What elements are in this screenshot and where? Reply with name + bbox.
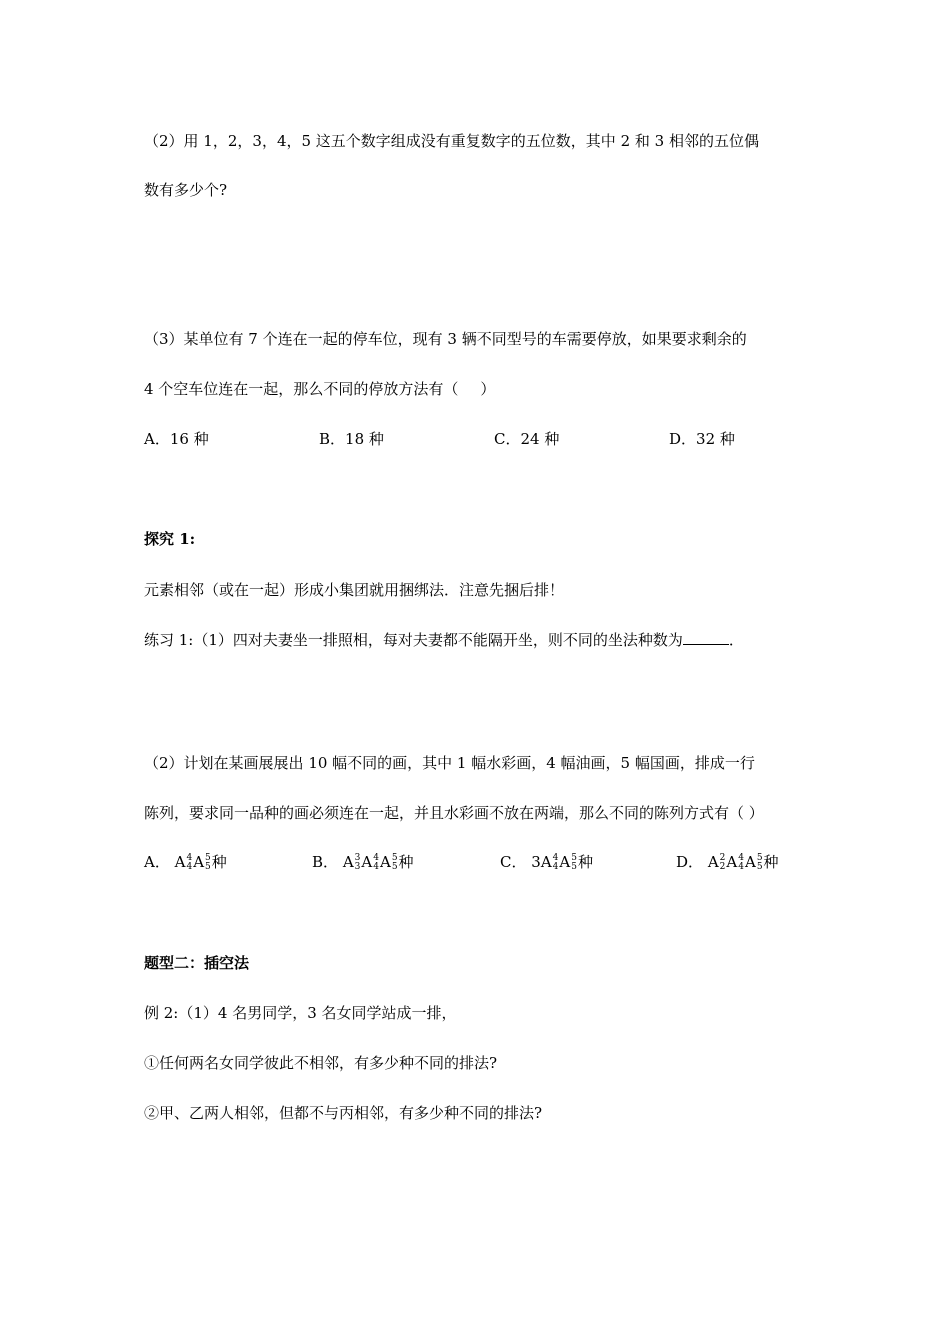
- q2-line-2: 数有多少个?: [144, 181, 228, 199]
- example-2-line: 例 2:（1）4 名男同学，3 名女同学站成一排，: [144, 1004, 457, 1022]
- perm-a44: A 4 4: [174, 853, 193, 872]
- p2-line-1: （2）计划在某画展展出 10 幅不同的画，其中 1 幅水彩画，4 幅油画，5 幅国画，排成一行: [144, 754, 755, 772]
- option-a-label: A．: [144, 853, 170, 871]
- type-2-heading: 题型二：插空法: [144, 954, 250, 972]
- option-b-label: B．: [312, 853, 339, 871]
- q3-option-d: D．32 种: [669, 430, 735, 448]
- option-d-suffix: 种: [763, 853, 779, 871]
- perm-a55: A 5 5: [379, 853, 398, 872]
- perm-a55: A 5 5: [559, 853, 577, 872]
- practice-1-text: 练习 1:（1）四对夫妻坐一排照相，每对夫妻都不能隔开坐，则不同的坐法种数为: [144, 631, 683, 649]
- q3-line-2-close: ）: [480, 380, 496, 398]
- q3-line-1: （3）某单位有 7 个连在一起的停车位，现有 3 辆不同型号的车需要停放，如果要求剩余的: [144, 330, 747, 348]
- option-c-label: C．: [500, 853, 527, 871]
- practice-1-end: ．: [728, 631, 744, 649]
- answer-blank: [683, 630, 729, 645]
- example-2-part-1: ①任何两名女同学彼此不相邻，有多少种不同的排法?: [144, 1054, 498, 1072]
- q3-line-2: [144, 379, 495, 399]
- explore-1-text: 元素相邻（或在一起）形成小集团就用捆绑法．注意先捆后排！: [144, 581, 565, 599]
- perm-a44: A 4 4: [361, 853, 379, 872]
- perm-a55: A 5 5: [193, 853, 211, 872]
- q3-option-a: A．16 种: [144, 430, 209, 448]
- p2-option-d: [676, 852, 779, 872]
- perm-a55: A 5 5: [744, 853, 763, 872]
- option-b-suffix: 种: [398, 853, 414, 871]
- perm-a44: A 4 4: [726, 853, 744, 872]
- perm-a22: A 2 2: [707, 853, 726, 872]
- option-a-suffix: 种: [211, 853, 227, 871]
- p2-line-2: 陈列，要求同一品种的画必须连在一起，并且水彩画不放在两端，那么不同的陈列方式有（ ）: [144, 804, 764, 822]
- perm-a44: A 4 4: [540, 853, 559, 872]
- option-d-label: D．: [676, 853, 704, 871]
- q3-option-b: B．18 种: [319, 430, 384, 448]
- q3-line-2-text: 4 个空车位连在一起，那么不同的停放方法有（: [144, 380, 459, 398]
- p2-option-a: [144, 852, 227, 872]
- perm-a33: A 3 3: [342, 853, 361, 872]
- q3-option-c: C．24 种: [494, 430, 560, 448]
- option-c-coefficient: 3: [531, 853, 541, 871]
- q2-line-1: （2）用 1，2，3，4，5 这五个数字组成没有重复数字的五位数，其中 2 和 3 相邻的五位偶: [144, 132, 759, 150]
- example-2-part-2: ②甲、乙两人相邻，但都不与丙相邻，有多少种不同的排法?: [144, 1104, 543, 1122]
- option-c-suffix: 种: [577, 853, 593, 871]
- explore-1-heading: 探究 1:: [144, 530, 196, 548]
- p2-option-c: [500, 852, 593, 872]
- p2-option-b: [312, 852, 414, 872]
- practice-1-line: [144, 630, 744, 650]
